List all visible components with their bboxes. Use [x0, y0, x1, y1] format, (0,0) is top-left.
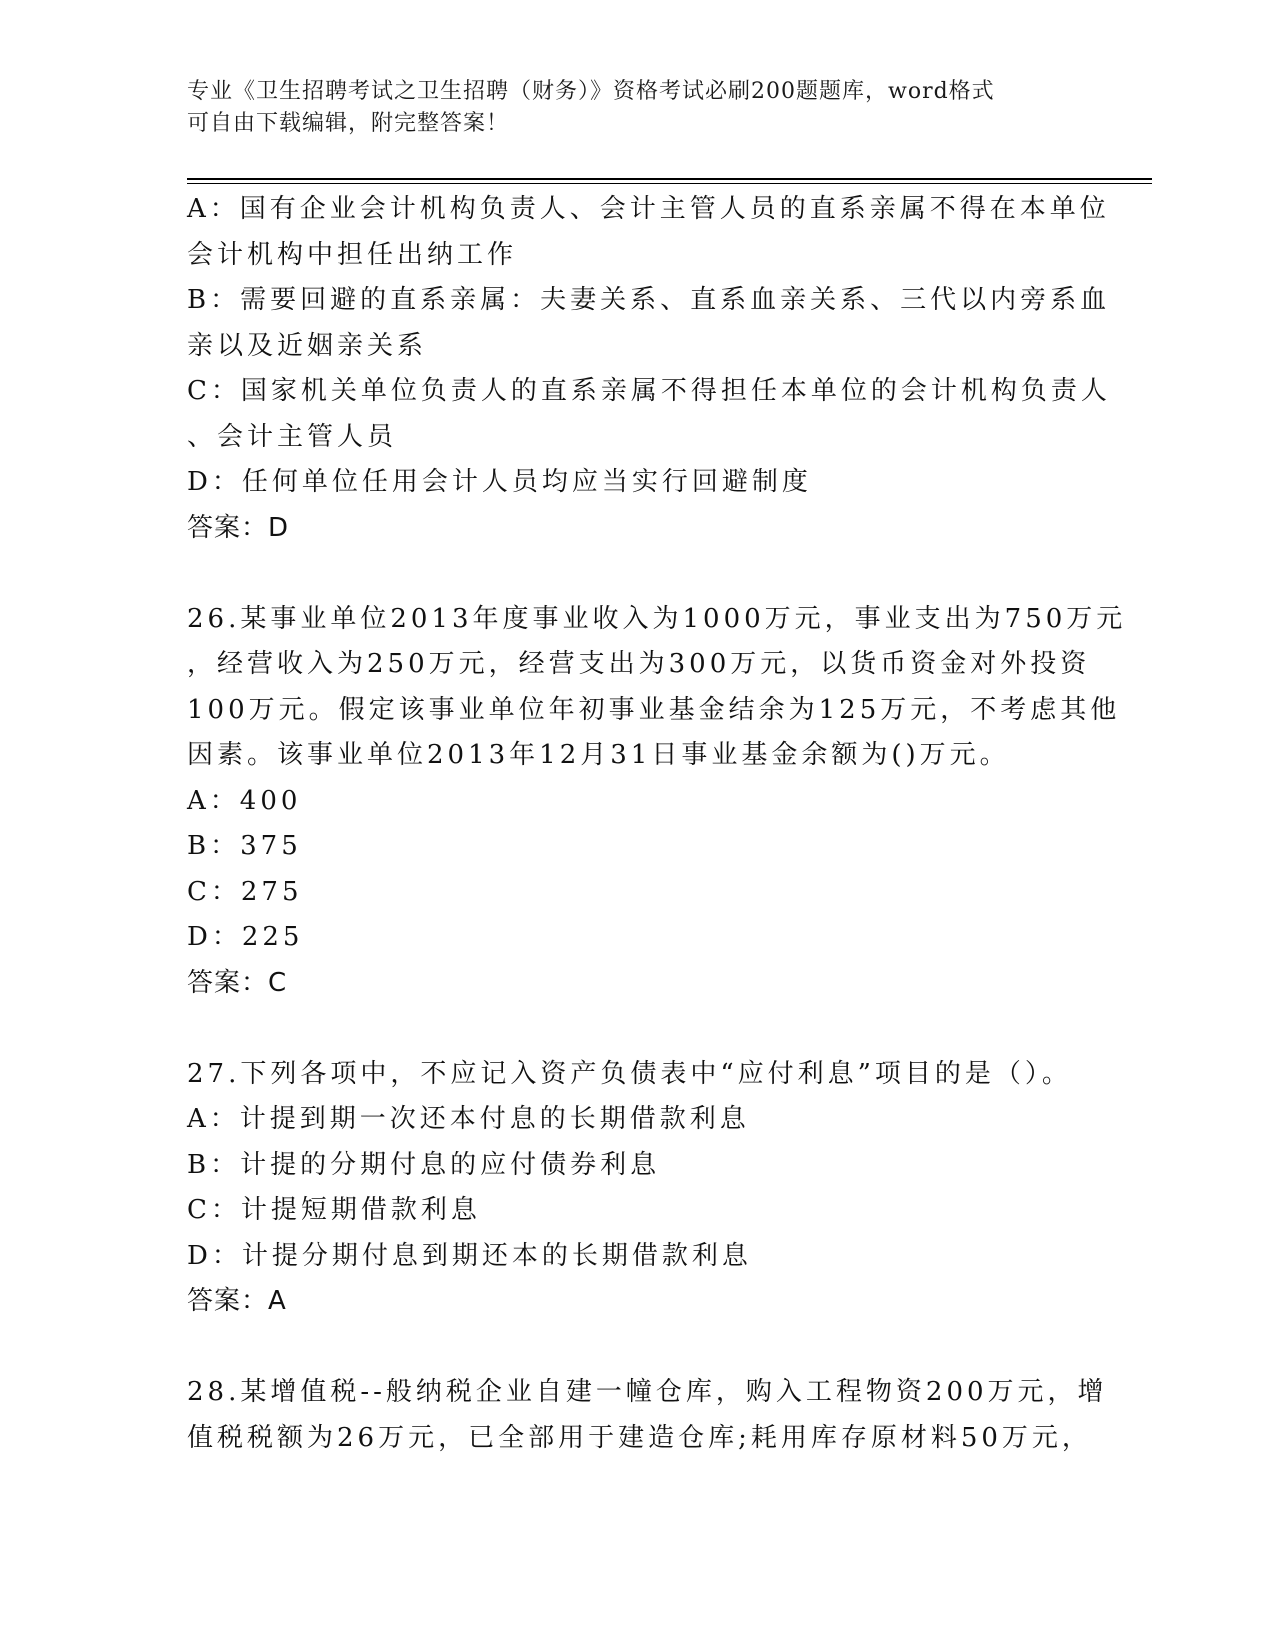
option-b: B：计提的分期付息的应付债券利息 [187, 1149, 661, 1180]
question-stem-line-4: 因素。该事业单位2013年12月31日事业基金余额为()万元。 [187, 740, 1010, 770]
answer-line: 答案：C [187, 967, 288, 998]
spacer [187, 1006, 1087, 1052]
question-stem-line-1: 28.某增值税--般纳税企业自建一幢仓库，购入工程物资200万元，增 [187, 1377, 1108, 1407]
option-c-line-1: C：国家机关单位负责人的直系亲属不得担任本单位的会计机构负责人 [187, 376, 1111, 406]
header-line-1: 专业《卫生招聘考试之卫生招聘（财务）》资格考试必刷200题题库，word格式 [187, 79, 995, 104]
option-a-line-1: A：国有企业会计机构负责人、会计主管人员的直系亲属不得在本单位 [187, 194, 1110, 224]
answer-line: 答案：D [187, 512, 290, 543]
spacer [187, 1325, 1087, 1371]
option-d: D：计提分期付息到期还本的长期借款利息 [187, 1240, 752, 1271]
question-stem-line-3: 100万元。假定该事业单位年初事业基金结余为125万元，不考虑其他 [187, 694, 1121, 725]
question-26-block [187, 597, 1127, 1007]
option-a: A：计提到期一次还本付息的长期借款利息 [187, 1104, 750, 1134]
question-stem-line-2: 值税税额为26万元，已全部用于建造仓库;耗用库存原材料50万元， [187, 1422, 1092, 1453]
option-a-line-2: 会计机构中担任出纳工作 [187, 239, 518, 270]
question-stem: 27.下列各项中，不应记入资产负债表中“应付利息”项目的是（）。 [187, 1058, 1072, 1089]
question-stem-line-2: ，经营收入为250万元，经营支出为300万元，以货币资金对外投资 [187, 649, 1091, 679]
question-28-block [187, 1370, 1108, 1461]
header-line-2: 可自由下载编辑，附完整答案！ [187, 111, 510, 136]
option-c: C：计提短期借款利息 [187, 1195, 481, 1225]
question-25-block [187, 187, 1111, 551]
option-d: D：任何单位任用会计人员均应当实行回避制度 [187, 467, 812, 497]
option-c-line-2: 、会计主管人员 [187, 421, 398, 452]
option-c: C：275 [187, 876, 303, 907]
option-b-line-2: 亲以及近姻亲关系 [187, 330, 428, 361]
answer-line: 答案：A [187, 1286, 287, 1316]
question-27-block [187, 1052, 1087, 1325]
option-b-line-1: B：需要回避的直系亲属：夫妻关系、直系血亲关系、三代以内旁系血 [187, 285, 1111, 315]
option-d: D：225 [187, 922, 304, 952]
option-b: B：375 [187, 831, 302, 861]
question-stem-line-1: 26.某事业单位2013年度事业收入为1000万元，事业支出为750万元 [187, 603, 1127, 634]
option-a: A：400 [187, 785, 302, 816]
header-divider-thick [187, 178, 1152, 180]
header-divider-thin [187, 183, 1152, 184]
question-content [187, 187, 1127, 1461]
spacer [187, 551, 1087, 597]
document-header [187, 76, 1087, 140]
